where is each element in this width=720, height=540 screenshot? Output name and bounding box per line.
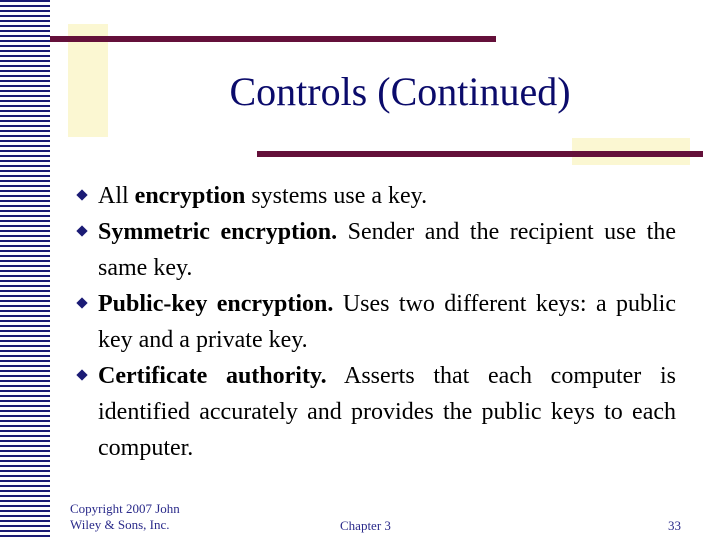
bullet-list [78, 178, 676, 466]
bullet-bold-text: Public-key encryption. [98, 291, 334, 317]
bullet-text: All [98, 183, 135, 209]
footer-page-number: 33 [668, 518, 681, 533]
footer-copyright: Copyright 2007 John Wiley & Sons, Inc. [70, 501, 180, 532]
title-bar-top [50, 36, 496, 42]
bullet-text: systems use a key. [245, 183, 428, 209]
bullet-text: Sender and the recipient use the same key. [98, 219, 676, 281]
bullet-bold-text: encryption [134, 183, 246, 209]
footer-chapter: Chapter 3 [340, 518, 391, 533]
title-bar-bottom [257, 151, 703, 157]
bullet-text: Asserts that each computer is identified accurately and provides the public keys to each computer. [98, 363, 676, 461]
bullet-text: Uses two different keys: a public key and a private key. [98, 291, 676, 353]
diamond-bullet-icon [76, 297, 87, 308]
bullet-bold-text: Symmetric encryption. [98, 219, 338, 245]
left-stripe-decoration [0, 0, 50, 540]
bullet-item [78, 286, 676, 358]
slide-title: Controls (Continued) [229, 69, 571, 114]
bullet-item [78, 178, 676, 214]
bullet-bold-text: Certificate authority. [98, 363, 327, 389]
bullet-item [78, 358, 676, 466]
diamond-bullet-icon [76, 189, 87, 200]
diamond-bullet-icon [76, 225, 87, 236]
bullet-item [78, 214, 676, 286]
diamond-bullet-icon [76, 369, 87, 380]
